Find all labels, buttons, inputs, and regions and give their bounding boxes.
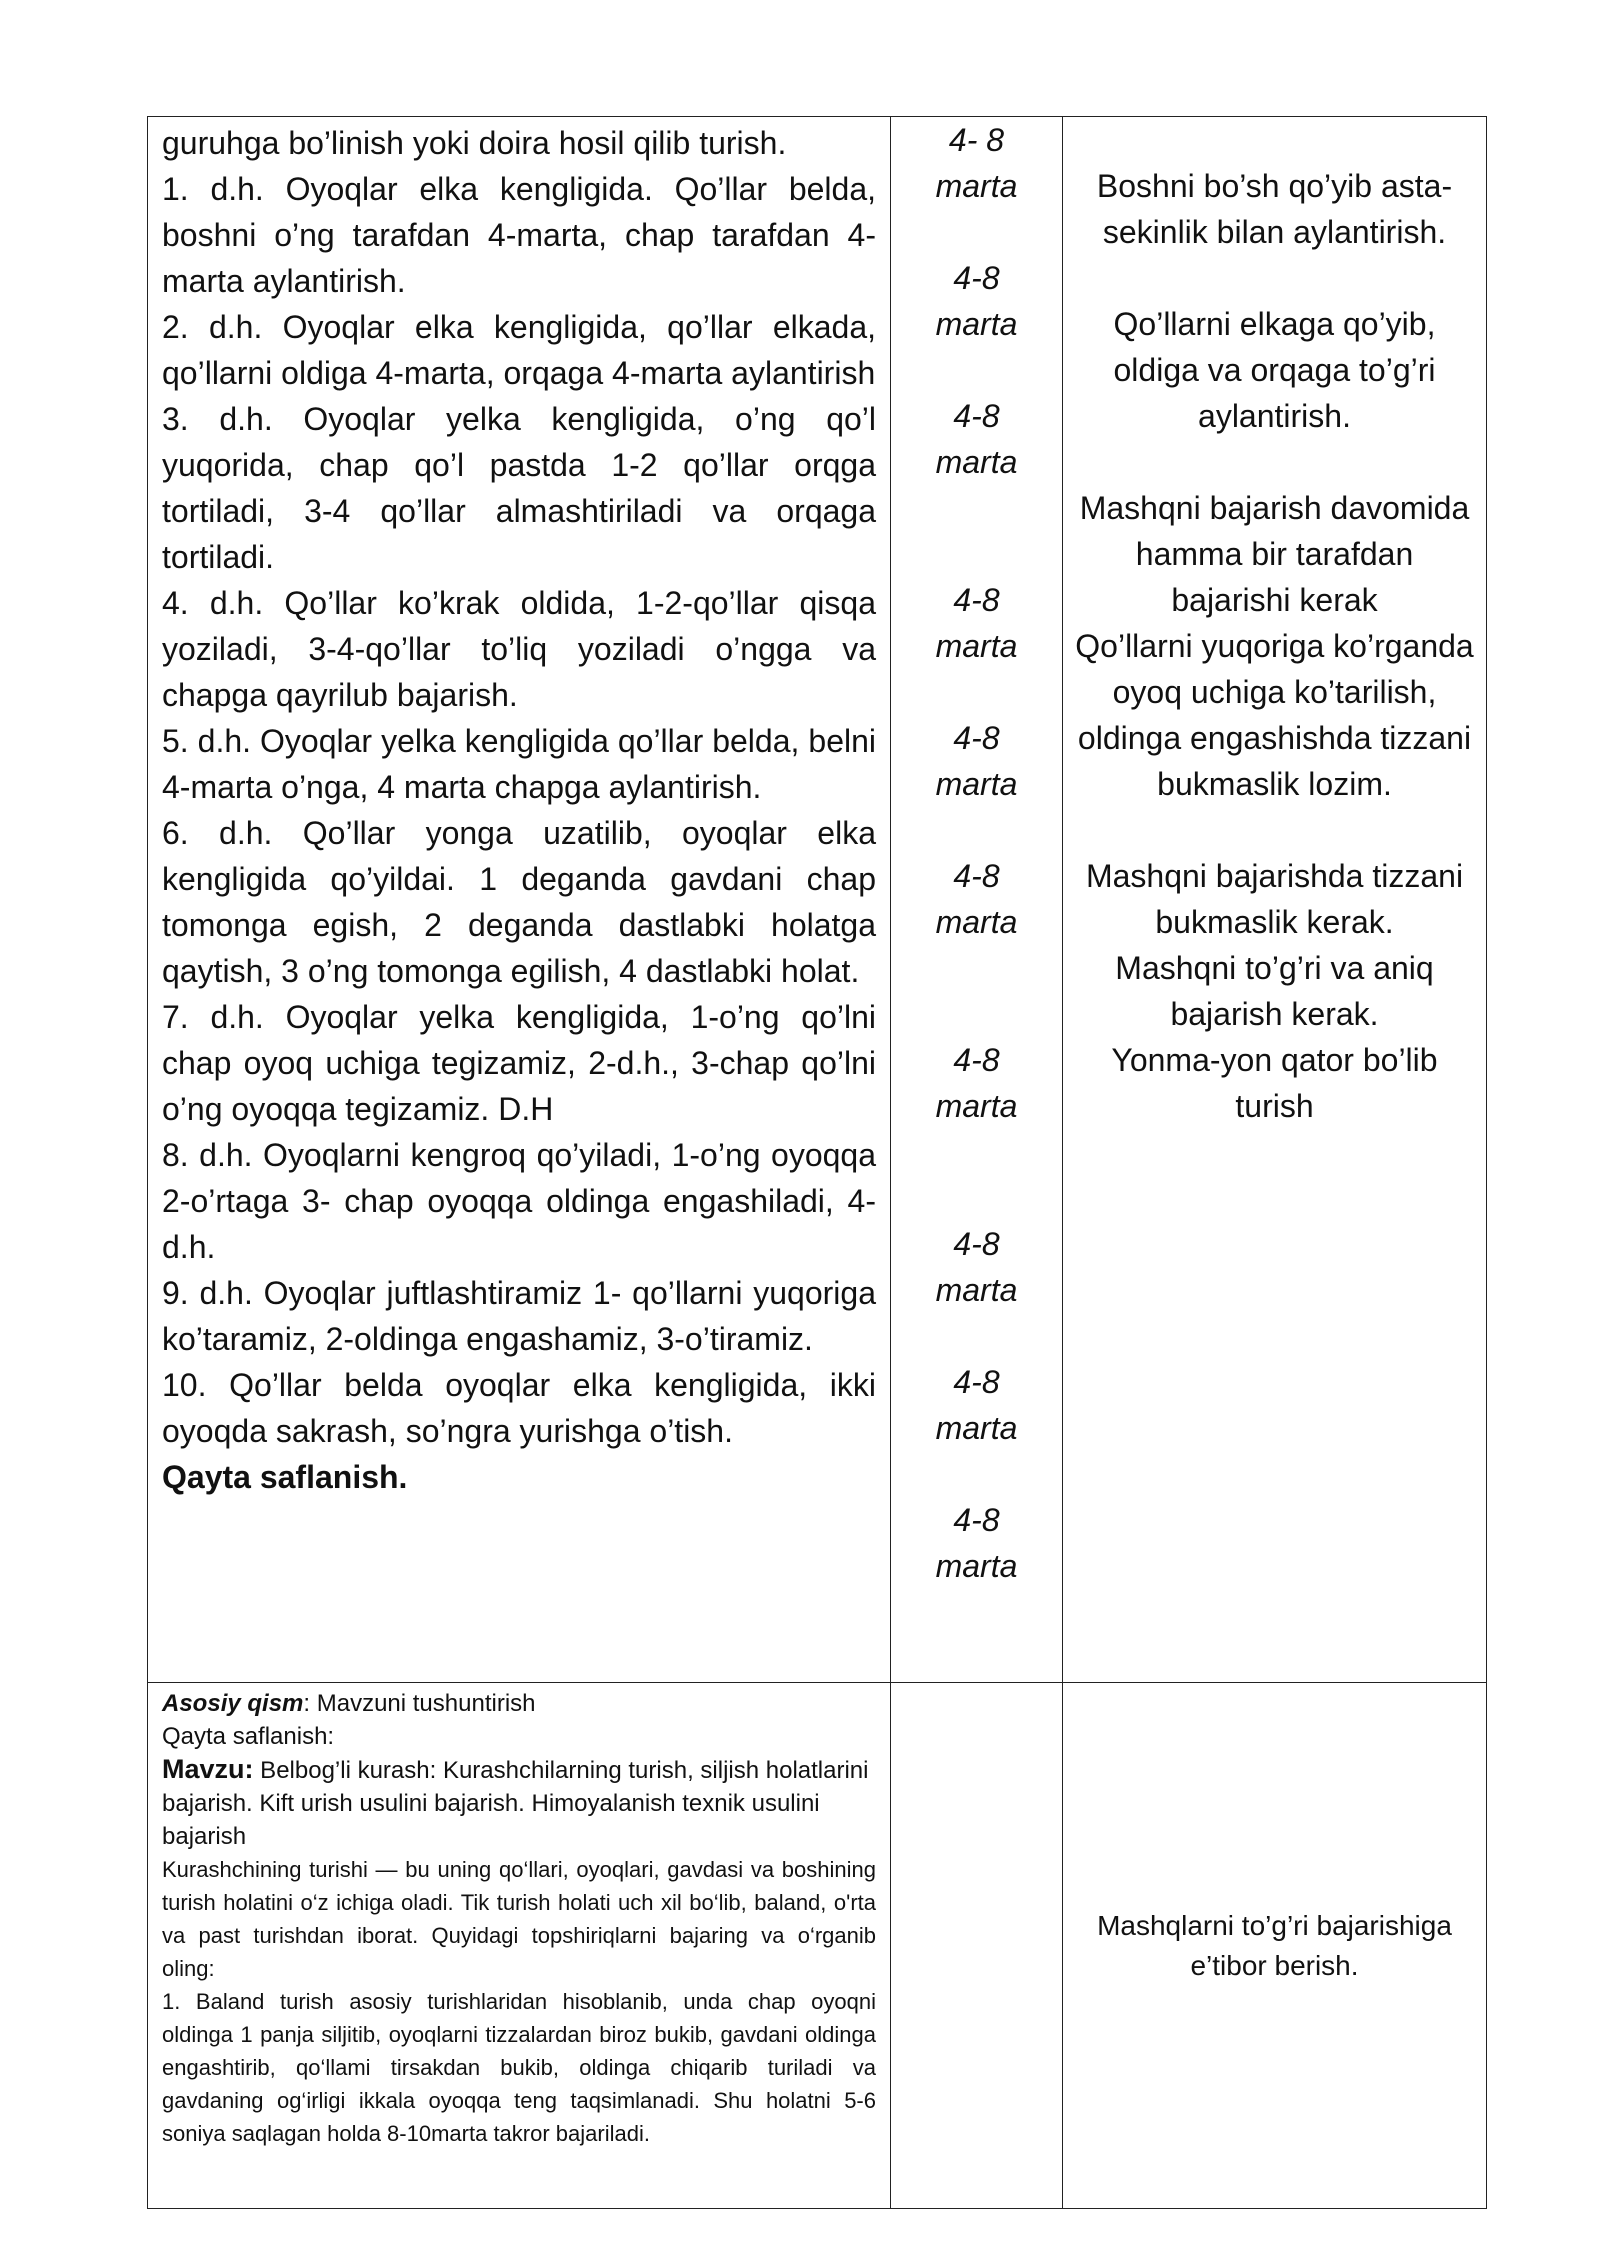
- exercise-item: 4. d.h. Qo’llar ko’krak oldida, 1-2-qo’llar qisqa yoziladi, 3-4-qo’llar to’liq yoziladi o’ngga va chapga qayrilub bajarish.: [162, 585, 876, 713]
- rep-count: 4-8 marta: [935, 720, 1018, 802]
- stance-task: 1. Baland turish asosiy turishlaridan hisoblanib, unda chap oyoqni oldinga 1 panja siljitib, oyoqlarni tizzalardan biroz bukib, gavdani oldinga engashtirib, qo‘llami tirsakdan bukib, oldinga chiqarib turiladi va gavdaning og‘irligi ikkala oyoqqa teng taqsimlanadi. Shu holatni 5-6 soniya saqlagan holda 8-10marta takror bajariladi.: [162, 1989, 876, 2146]
- method-note: Mashqlarni to’g’ri bajarishiga e’tibor berish.: [1097, 1909, 1452, 1981]
- rep-count: 4- 8 marta: [935, 122, 1018, 204]
- exercise-intro: guruhga bo’linish yoki doira hosil qilib turish.: [162, 125, 787, 161]
- closing-heading: Qayta saflanish.: [162, 1459, 408, 1495]
- rep-count: 4-8 marta: [935, 1364, 1018, 1446]
- main-part-heading: Asosiy qism: Mavzuni tushuntirish: [162, 1690, 536, 1717]
- note-cell: [1063, 1683, 1487, 2209]
- exercise-item: 5. d.h. Oyoqlar yelka kengligida qo’llar belda, belni 4-marta o’nga, 4 marta chapga aylantirish.: [162, 723, 876, 805]
- rep-count: 4-8 marta: [935, 1226, 1018, 1308]
- exercise-item: 8. d.h. Oyoqlarni kengroq qo’yiladi, 1-o’ng oyoqqa 2-o’rtaga 3- chap oyoqqa oldinga engashiladi, 4-d.h.: [162, 1137, 876, 1265]
- exercise-item: 3. d.h. Oyoqlar yelka kengligida, o’ng qo’l yuqorida, chap qo’l pastda 1-2 qo’llar orqga tortiladi, 3-4 qo’llar almashtiriladi va orqaga tortiladi.: [162, 401, 876, 575]
- exercise-item: 2. d.h. Oyoqlar elka kengligida, qo’llar elkada, qo’llarni oldiga 4-marta, orqaga 4-marta aylantirish: [162, 309, 876, 391]
- method-note: Mashqni to’g’ri va aniq bajarish kerak.: [1115, 950, 1434, 1032]
- reps-cell: [891, 117, 1063, 1683]
- exercise-item: 9. d.h. Oyoqlar juftlashtiramiz 1- qo’llarni yuqoriga ko’taramiz, 2-oldinga engashamiz, 3-o’tiramiz.: [162, 1275, 876, 1357]
- method-note: Boshni bo’sh qo’yib asta-sekinlik bilan aylantirish.: [1096, 168, 1453, 250]
- method-note: Qo’llarni elkaga qo’yib, oldiga va orqaga to’g’ri aylantirish.: [1113, 306, 1436, 434]
- stance-paragraph: Kurashchining turishi — bu uning qo‘llari, oyoqlari, gavdasi va boshining turish holatini o‘z ichiga oladi. Tik turish holati uch xil bo‘lib, baland, o'rta va past turishdan iborat. Quyidagi topshiriqlarni bajaring va o‘rganib oling:: [162, 1857, 876, 1981]
- rep-count: 4-8 marta: [935, 1042, 1018, 1124]
- main-part-cell: [148, 1683, 891, 2209]
- method-note: Yonma-yon qator bo’lib turish: [1111, 1042, 1438, 1124]
- method-note: Mashqni bajarishda tizzani bukmaslik kerak.: [1085, 858, 1464, 940]
- topic-line: Mavzu: Belbog’li kurash: Kurashchilarning turish, siljish holatlarini bajarish. Kift urish usulini bajarish. Himoyalanish texnik usulini bajarish: [162, 1754, 869, 1850]
- exercise-item: 6. d.h. Qo’llar yonga uzatilib, oyoqlar elka kengligida qo’yildai. 1 deganda gavdani chap tomonga egish, 2 deganda dastlabki holatga qaytish, 3 o’ng tomonga egilish, 4 dastlabki holat.: [162, 815, 876, 989]
- lesson-table: [147, 116, 1487, 2209]
- rep-count: 4-8 marta: [935, 398, 1018, 480]
- method-note: Qo’llarni yuqoriga ko’rganda oyoq uchiga ko’tarilish, oldinga engashishda tizzani bukmaslik lozim.: [1075, 628, 1474, 802]
- table-row: [148, 1683, 1487, 2209]
- exercise-item: 10. Qo’llar belda oyoqlar elka kengligida, ikki oyoqda sakrash, so’ngra yurishga o’tish.: [162, 1367, 876, 1449]
- rep-count: 4-8 marta: [935, 858, 1018, 940]
- notes-cell: [1063, 117, 1487, 1683]
- regroup-line: Qayta saflanish:: [162, 1723, 335, 1750]
- rep-count: 4-8 marta: [935, 260, 1018, 342]
- empty-cell: [891, 1683, 1063, 2209]
- table-row: [148, 117, 1487, 1683]
- exercises-cell: [148, 117, 891, 1683]
- method-note: Mashqni bajarish davomida hamma bir tarafdan bajarishi kerak: [1079, 490, 1470, 618]
- rep-count: 4-8 marta: [935, 582, 1018, 664]
- exercise-item: 7. d.h. Oyoqlar yelka kengligida, 1-o’ng qo’lni chap oyoq uchiga tegizamiz, 2-d.h., 3-chap qo’lni o’ng oyoqqa tegizamiz. D.H: [162, 999, 876, 1127]
- exercise-item: 1. d.h. Oyoqlar elka kengligida. Qo’llar belda, boshni o’ng tarafdan 4-marta, chap tarafdan 4-marta aylantirish.: [162, 171, 876, 299]
- rep-count: 4-8 marta: [935, 1502, 1018, 1584]
